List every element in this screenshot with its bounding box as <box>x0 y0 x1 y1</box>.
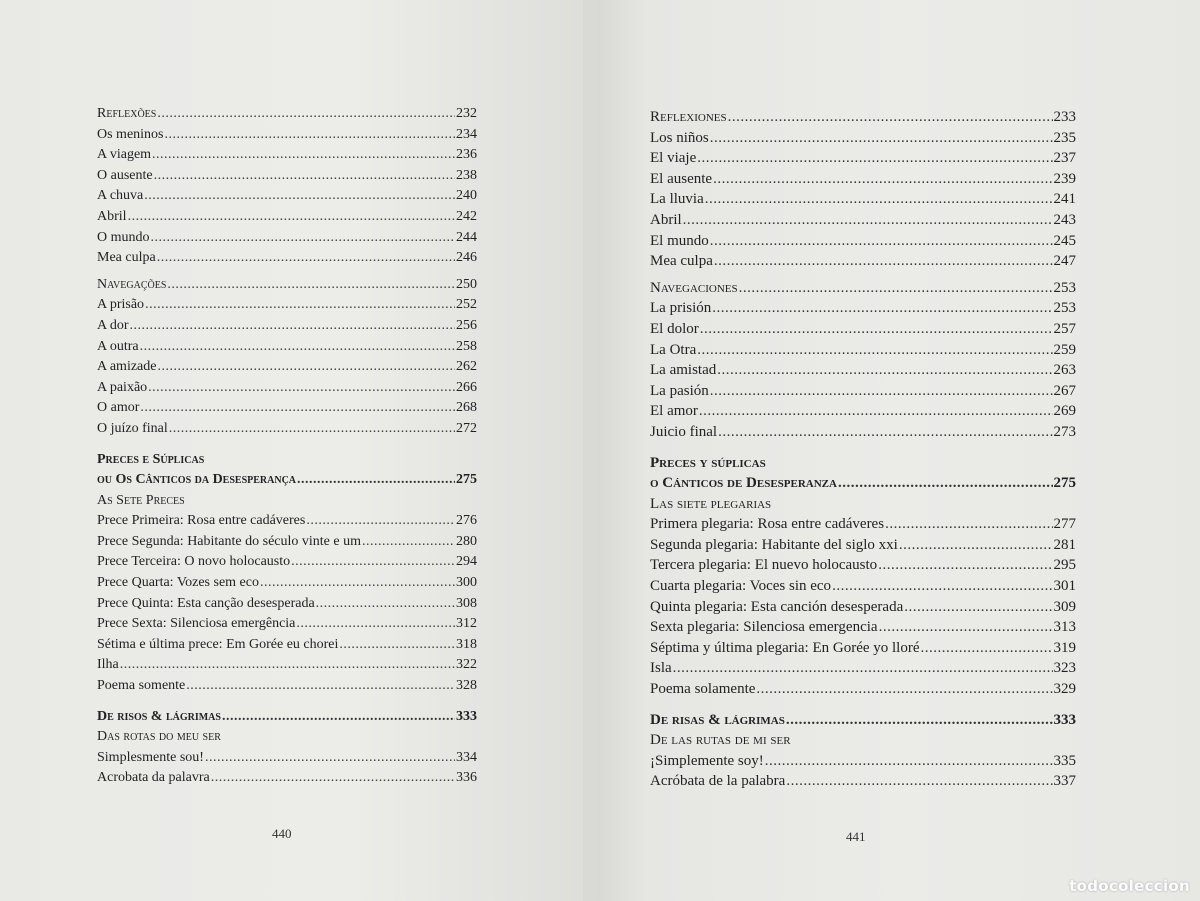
dot-leader <box>260 573 455 594</box>
dot-leader <box>713 169 1052 190</box>
toc-entry <box>97 337 477 358</box>
toc-entry-page: 319 <box>1053 639 1076 656</box>
toc-entry-page: 250 <box>456 276 477 292</box>
toc-entry <box>650 617 1076 638</box>
toc-entry-title: El amor <box>650 403 698 420</box>
toc-entry-page: 243 <box>1053 211 1076 228</box>
dot-leader <box>878 555 1052 576</box>
toc-entry-title: Prece Terceira: O novo holocausto <box>97 554 291 570</box>
toc-entry-title: El ausente <box>650 170 713 187</box>
toc-entry-title: Prece Primeira: Rosa entre cadáveres <box>97 513 306 529</box>
dot-leader <box>673 658 1053 679</box>
dot-leader <box>838 473 1053 494</box>
toc-entry <box>650 576 1076 597</box>
toc-entry <box>650 210 1076 231</box>
toc-entry-title: De risos & lágrimas <box>97 708 221 724</box>
toc-entry-title: A paixão <box>97 379 148 395</box>
toc-entry-page: 275 <box>1053 475 1076 492</box>
dot-leader <box>144 186 455 207</box>
toc-entry <box>97 166 477 187</box>
toc-entry <box>97 594 477 615</box>
dot-leader <box>157 104 455 125</box>
dot-leader <box>145 295 455 316</box>
toc-entry-page: 329 <box>1053 681 1076 698</box>
toc-entry-page: 269 <box>1053 403 1076 420</box>
toc-entry <box>650 658 1076 679</box>
toc-entry-page: 258 <box>456 338 477 354</box>
dot-leader <box>728 107 1053 128</box>
toc-entry-title: ou Os Cânticos da Desesperança <box>97 472 297 488</box>
toc-entry-page: 239 <box>1053 170 1076 187</box>
toc-entry-page: 240 <box>456 188 477 204</box>
toc-entry <box>650 231 1076 252</box>
toc-entry-page: 309 <box>1053 598 1076 615</box>
dot-leader <box>120 655 455 676</box>
section-header <box>97 104 477 125</box>
dot-leader <box>714 251 1053 272</box>
dot-leader <box>297 470 455 491</box>
dot-leader <box>699 401 1053 422</box>
dot-leader <box>717 360 1052 381</box>
toc-entry-title: Quinta plegaria: Esta canción desesperada <box>650 598 904 615</box>
toc-entry <box>650 401 1076 422</box>
section-header <box>97 275 477 296</box>
toc-entry-title: Prece Segunda: Habitante do século vinte e um <box>97 533 361 549</box>
dot-leader <box>157 357 455 378</box>
toc-entry <box>97 511 477 532</box>
toc-entry <box>97 614 477 635</box>
toc-entry-page: 241 <box>1053 191 1076 208</box>
toc-entry <box>97 248 477 269</box>
toc-entry-title: ¡Simplemente soy! <box>650 752 764 769</box>
toc-entry-title: Segunda plegaria: Habitante del siglo xxi <box>650 536 898 553</box>
dot-leader <box>130 316 456 337</box>
toc-entry-title: Poema solamente <box>650 681 756 698</box>
toc-entry-page: 318 <box>456 636 477 652</box>
toc-entry <box>650 189 1076 210</box>
section-header <box>650 107 1076 128</box>
dot-leader <box>140 398 455 419</box>
subsection-header: As Sete Preces <box>97 492 185 508</box>
toc-entry-title: La amistad <box>650 362 717 379</box>
dot-leader <box>157 248 455 269</box>
dot-leader <box>339 635 455 656</box>
toc-entry-title: Mea culpa <box>650 253 713 270</box>
toc-entry-title: El dolor <box>650 320 699 337</box>
toc-entry-page: 242 <box>456 208 477 224</box>
toc-entry-page: 336 <box>456 770 477 786</box>
section-header <box>650 278 1076 299</box>
toc-entry-page: 252 <box>456 297 477 313</box>
section-header: Preces e Súplicas <box>97 451 205 467</box>
dot-leader <box>211 768 455 789</box>
toc-entry-title: Reflexiones <box>650 109 727 125</box>
toc-entry-title: Poema somente <box>97 678 186 694</box>
dot-leader <box>148 378 455 399</box>
toc-entry-title: O amor <box>97 400 140 416</box>
toc-entry <box>650 148 1076 169</box>
toc-entry-title: Abril <box>97 208 127 224</box>
toc-entry <box>97 532 477 553</box>
toc-entry <box>97 207 477 228</box>
toc-entry-title: Cuarta plegaria: Voces sin eco <box>650 578 832 595</box>
toc-entry-title: Isla <box>650 660 672 677</box>
toc-entry-title: O juízo final <box>97 420 168 436</box>
dot-leader <box>291 552 455 573</box>
toc-entry-title: Sexta plegaria: Silenciosa emergencia <box>650 619 878 636</box>
toc-entry <box>97 125 477 146</box>
dot-leader <box>186 676 455 697</box>
toc-entry <box>97 676 477 697</box>
toc-entry-title: Prece Quinta: Esta canção desesperada <box>97 595 315 611</box>
toc-entry-page: 277 <box>1053 516 1076 533</box>
section-header <box>97 470 477 491</box>
toc-entry-title: Tercera plegaria: El nuevo holocausto <box>650 557 878 574</box>
toc-entry-page: 295 <box>1053 557 1076 574</box>
dot-leader <box>306 511 455 532</box>
dot-leader <box>152 145 455 166</box>
toc-entry-title: Acróbata de la palabra <box>650 773 786 790</box>
toc-entry-page: 244 <box>456 229 477 245</box>
toc-entry <box>650 679 1076 700</box>
toc-entry-title: De risas & lágrimas <box>650 711 785 728</box>
dot-leader <box>128 207 455 228</box>
toc-entry <box>650 555 1076 576</box>
dot-leader <box>222 707 455 728</box>
toc-entry-title: A amizade <box>97 359 157 375</box>
section-header: Preces y súplicas <box>650 454 766 471</box>
toc-entry-page: 268 <box>456 400 477 416</box>
toc-entry-title: Ilha <box>97 657 119 673</box>
section-header <box>650 710 1076 731</box>
toc-entry <box>650 597 1076 618</box>
dot-leader <box>712 298 1052 319</box>
toc-entry-page: 328 <box>456 678 477 694</box>
dot-leader <box>140 337 455 358</box>
toc-entry-title: Simplesmente sou! <box>97 749 204 765</box>
toc-entry <box>97 573 477 594</box>
page-number-right: 441 <box>846 829 866 844</box>
dot-leader <box>786 710 1053 731</box>
dot-leader <box>316 594 455 615</box>
toc-entry-page: 238 <box>456 167 477 183</box>
dot-leader <box>697 340 1052 361</box>
toc-entry-page: 313 <box>1053 619 1076 636</box>
toc-entry-page: 334 <box>456 749 477 765</box>
toc-entry <box>650 340 1076 361</box>
toc-entry <box>650 128 1076 149</box>
toc-entry-title: A prisão <box>97 297 145 313</box>
toc-entry <box>97 768 477 789</box>
toc-entry-page: 233 <box>1053 109 1076 125</box>
toc-entry-title: O ausente <box>97 167 153 183</box>
toc-entry-title: El viaje <box>650 150 697 167</box>
toc-entry <box>650 514 1076 535</box>
watermark-text: todocoleccion <box>1069 877 1190 895</box>
dot-leader <box>739 278 1053 299</box>
dot-leader <box>710 231 1053 252</box>
dot-leader <box>705 189 1053 210</box>
toc-entry-page: 323 <box>1053 660 1076 677</box>
toc-entry-page: 267 <box>1053 382 1076 399</box>
toc-entry <box>650 169 1076 190</box>
toc-entry-page: 322 <box>456 657 477 673</box>
toc-entry <box>97 378 477 399</box>
toc-entry <box>97 228 477 249</box>
dot-leader <box>899 535 1053 556</box>
section-header <box>650 473 1076 494</box>
toc-entry-page: 266 <box>456 379 477 395</box>
toc-entry-title: Mea culpa <box>97 250 156 266</box>
toc-entry <box>650 771 1076 792</box>
subsection-header: Las siete plegarias <box>650 495 772 512</box>
toc-entry-title: A dor <box>97 317 129 333</box>
dot-leader <box>832 576 1052 597</box>
toc-entry-title: A viagem <box>97 147 152 163</box>
toc-entry-page: 280 <box>456 533 477 549</box>
toc-entry <box>650 638 1076 659</box>
toc-entry <box>650 422 1076 443</box>
toc-entry-page: 335 <box>1053 752 1076 769</box>
dot-leader <box>151 228 456 249</box>
toc-entry <box>97 357 477 378</box>
toc-entry-title: Abril <box>650 211 682 228</box>
toc-entry-page: 256 <box>456 317 477 333</box>
toc-entry-title: Juicio final <box>650 423 718 440</box>
toc-entry-title: A chuva <box>97 188 144 204</box>
dot-leader <box>167 275 455 296</box>
toc-entry <box>97 655 477 676</box>
toc-entry-title: O mundo <box>97 229 150 245</box>
toc-entry-page: 259 <box>1053 341 1076 358</box>
toc-entry <box>97 635 477 656</box>
toc-right <box>650 107 1076 792</box>
toc-entry-page: 247 <box>1053 253 1076 270</box>
toc-entry-title: Navegações <box>97 276 167 292</box>
toc-entry-title: Navegaciones <box>650 279 738 296</box>
toc-entry <box>650 535 1076 556</box>
dot-leader <box>710 128 1053 149</box>
section-header <box>97 707 477 728</box>
dot-leader <box>697 148 1052 169</box>
toc-entry <box>97 145 477 166</box>
toc-entry-title: Prece Sexta: Silenciosa emergência <box>97 616 296 632</box>
toc-entry-title: La pasión <box>650 382 709 399</box>
dot-leader <box>362 532 455 553</box>
toc-entry-page: 337 <box>1053 773 1076 790</box>
toc-entry-page: 276 <box>456 513 477 529</box>
toc-entry-title: El mundo <box>650 232 709 249</box>
toc-entry-title: La lluvia <box>650 191 704 208</box>
dot-leader <box>921 638 1053 659</box>
subsection-header: Das rotas do meu ser <box>97 729 221 745</box>
toc-entry-page: 281 <box>1053 536 1076 553</box>
toc-entry-page: 263 <box>1053 362 1076 379</box>
toc-entry-page: 245 <box>1053 232 1076 249</box>
toc-entry-title: Os meninos <box>97 126 164 142</box>
toc-entry-title: o Cánticos de Desesperanza <box>650 475 837 492</box>
toc-entry-page: 301 <box>1053 578 1076 595</box>
toc-entry-title: Los niños <box>650 129 709 146</box>
toc-entry-page: 300 <box>456 575 477 591</box>
dot-leader <box>700 319 1053 340</box>
subsection-header: De las rutas de mi ser <box>650 732 791 749</box>
toc-entry <box>650 751 1076 772</box>
toc-entry-page: 333 <box>1053 711 1076 728</box>
toc-entry-page: 272 <box>456 420 477 436</box>
toc-entry-page: 262 <box>456 359 477 375</box>
dot-leader <box>786 771 1052 792</box>
toc-entry-title: Reflexões <box>97 106 157 121</box>
toc-entry-page: 236 <box>456 147 477 163</box>
dot-leader <box>710 381 1053 402</box>
toc-entry <box>650 381 1076 402</box>
toc-entry-page: 253 <box>1053 279 1076 296</box>
toc-left <box>97 104 477 789</box>
toc-entry-page: 235 <box>1053 129 1076 146</box>
toc-entry-page: 232 <box>456 106 477 121</box>
dot-leader <box>765 751 1053 772</box>
dot-leader <box>718 422 1052 443</box>
toc-entry-title: Primera plegaria: Rosa entre cadáveres <box>650 516 885 533</box>
dot-leader <box>683 210 1053 231</box>
toc-entry-page: 275 <box>456 472 477 488</box>
toc-entry <box>97 186 477 207</box>
toc-entry-title: La Otra <box>650 341 697 358</box>
toc-entry-title: Acrobata da palavra <box>97 770 210 786</box>
toc-entry <box>650 319 1076 340</box>
toc-entry <box>97 419 477 440</box>
toc-entry-page: 257 <box>1053 320 1076 337</box>
toc-entry-title: Prece Quarta: Vozes sem eco <box>97 575 259 591</box>
toc-entry-page: 312 <box>456 616 477 632</box>
toc-entry-title: La prisión <box>650 300 712 317</box>
dot-leader <box>154 166 455 187</box>
toc-entry-page: 294 <box>456 554 477 570</box>
toc-entry-page: 333 <box>456 708 477 724</box>
toc-entry-page: 237 <box>1053 150 1076 167</box>
page-number-left: 440 <box>272 826 292 841</box>
dot-leader <box>904 597 1052 618</box>
toc-entry-page: 273 <box>1053 423 1076 440</box>
toc-entry <box>650 298 1076 319</box>
dot-leader <box>879 617 1053 638</box>
toc-entry <box>97 295 477 316</box>
toc-entry <box>97 552 477 573</box>
toc-entry <box>97 398 477 419</box>
toc-entry-page: 234 <box>456 126 477 142</box>
toc-entry-title: A outra <box>97 338 139 354</box>
toc-entry-page: 308 <box>456 595 477 611</box>
dot-leader <box>296 614 455 635</box>
toc-entry <box>97 748 477 769</box>
toc-entry <box>97 316 477 337</box>
toc-entry-title: Sétima e última prece: Em Gorée eu chorei <box>97 636 339 652</box>
dot-leader <box>165 125 456 146</box>
dot-leader <box>205 748 455 769</box>
toc-entry <box>650 251 1076 272</box>
dot-leader <box>885 514 1052 535</box>
dot-leader <box>169 419 455 440</box>
toc-entry <box>650 360 1076 381</box>
toc-entry-title: Séptima y última plegaria: En Gorée yo lloré <box>650 639 920 656</box>
dot-leader <box>756 679 1052 700</box>
toc-entry-page: 246 <box>456 250 477 266</box>
toc-entry-page: 253 <box>1053 300 1076 317</box>
